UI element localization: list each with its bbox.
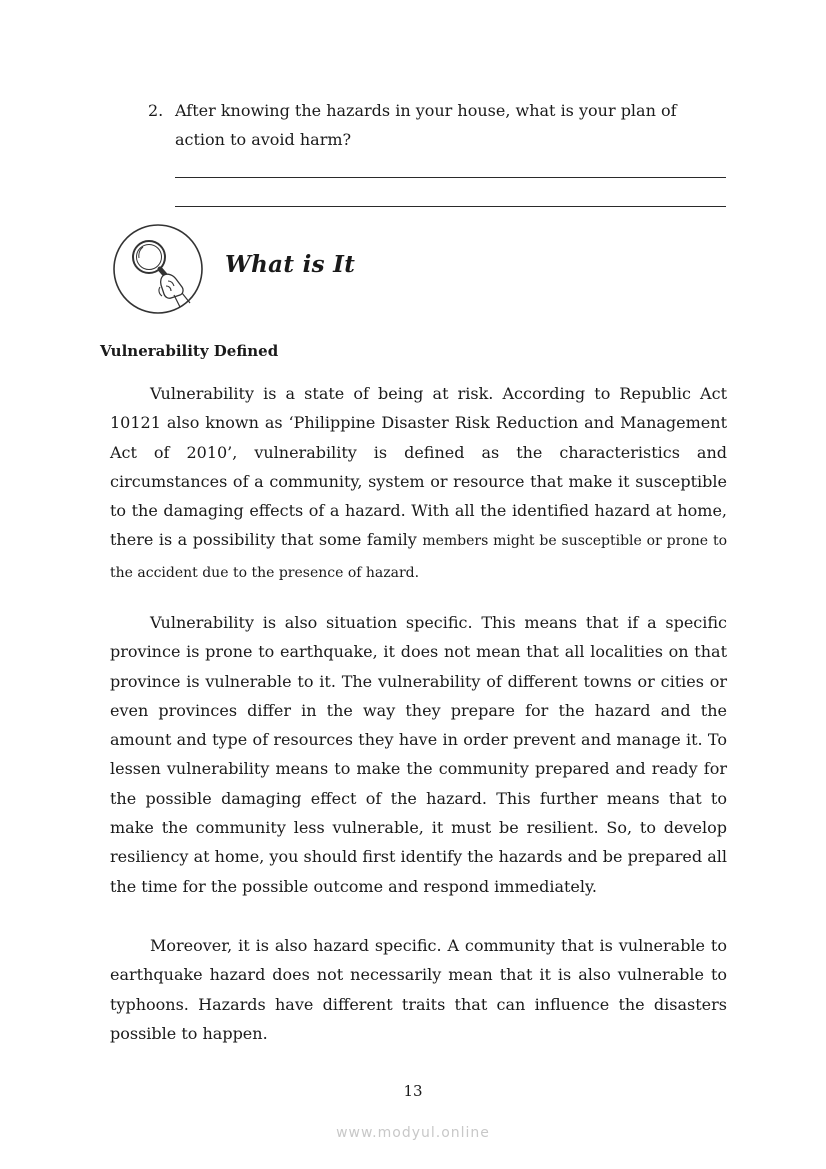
paragraph-2: Vulnerability is also situation specific. This means that if a specific province is prone to earthquake, it does not mean that all localities on that province is vulnerable to it. The vulnerability of different towns or cities or even provinces differ in the way they prepare for the hazard and the amount and type of resources they have in order prevent and manage it. To lessen vulnerability means to make the community prepared and ready for the possible damaging effect of the hazard. This further means that to make the community less vulnerable, it must be resilient. So, to develop resiliency at home, you should first identify the hazards and be prepared all the time for the possible outcome and respond immediately. (110, 613, 727, 896)
question-2 (148, 96, 728, 154)
paragraph-1-small: members might be susceptible or prone to the accident due to the presence of hazard. (110, 533, 727, 581)
subheading: Vulnerability Defined (100, 342, 279, 360)
paragraph-3: Moreover, it is also hazard specific. A community that is vulnerable to earthquake hazard does not necessarily mean that it is also vulnerable to typhoons. Hazards have different traits that can influence the disasters possible to happen. (110, 936, 727, 1043)
question-text: After knowing the hazards in your house, what is your plan of action to avoid harm? (175, 101, 677, 149)
watermark: www.modyul.online (336, 1125, 490, 1141)
answer-line-2 (175, 206, 726, 207)
paragraph-1-main: Vulnerability is a state of being at risk. According to Republic Act 10121 also known as ‘Philippine Disaster Risk Reduction and Management Act of 2010’, vulnerability is defined as the characteristics and circumstances of a community, system or resource that make it susceptible to the damaging effects of a hazard. With all the identified hazard at home, there is a possibility that some family (110, 384, 727, 550)
paragraph-1 (110, 379, 727, 588)
magnifying-glass-icon (112, 223, 204, 315)
page-number: 13 (403, 1082, 423, 1100)
answer-line-1 (175, 177, 726, 178)
question-number: 2. (148, 101, 164, 120)
section-title: What is It (225, 251, 356, 278)
